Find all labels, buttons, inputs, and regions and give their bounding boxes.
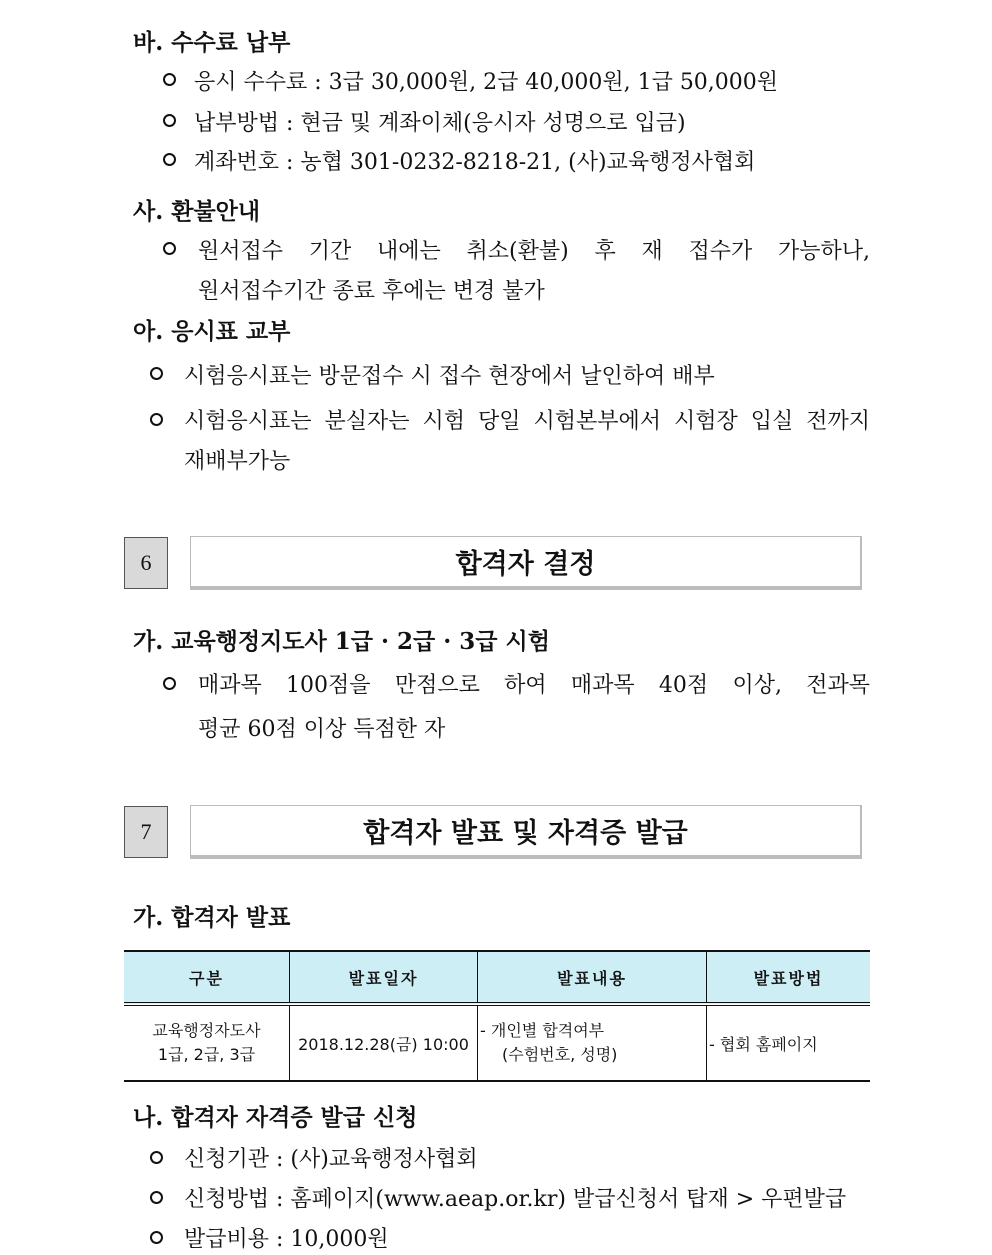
announcement-table — [124, 950, 870, 1082]
bullet-icon — [150, 367, 163, 380]
section-sa-heading: 사. 환불안내 — [133, 198, 261, 225]
section-a-heading: 아. 응시표 교부 — [133, 318, 291, 345]
category-line1: 교육행정자도사 — [152, 1021, 261, 1040]
table-cell-category — [124, 1004, 290, 1081]
table-header-method: 발표방법 — [707, 951, 871, 1004]
section-title-7: 합격자 발표 및 자격증 발급 — [363, 818, 688, 849]
table-row — [124, 1004, 870, 1081]
application-method-item: 신청방법 : 홈페이지(www.aeap.or.kr) 발급신청서 탑재 > 우편발급 — [184, 1187, 847, 1212]
content-line2: (수험번호, 성명) — [502, 1045, 618, 1064]
table-cell-method: - 협회 홈페이지 — [707, 1004, 871, 1081]
bullet-icon — [163, 242, 176, 255]
issuance-fee-item: 발급비용 : 10,000원 — [184, 1227, 389, 1252]
section6-sub-heading: 가. 교육행정지도사 1급 · 2급 · 3급 시험 — [133, 628, 550, 655]
bullet-icon — [150, 413, 163, 426]
issuing-agency-item: 신청기관 : (사)교육행정사협회 — [184, 1147, 478, 1172]
pass-criteria-line1: 매과목 100점을 만점으로 하여 매과목 40점 이상, 전과목 — [198, 673, 870, 698]
section-title-box-6 — [190, 536, 862, 590]
table-cell-date: 2018.12.28(금) 10:00 — [290, 1004, 478, 1081]
table-header-content: 발표내용 — [478, 951, 707, 1004]
admission-ticket-item2-line2: 재배부가능 — [184, 449, 291, 474]
bullet-icon — [150, 1231, 163, 1244]
section-number-7: 7 — [124, 806, 168, 858]
table-header-category: 구분 — [124, 951, 290, 1004]
bullet-icon — [163, 677, 176, 690]
section-title-6: 합격자 결정 — [455, 549, 596, 580]
bullet-icon — [150, 1151, 163, 1164]
payment-method-item: 납부방법 : 현금 및 계좌이체(응시자 성명으로 입금) — [194, 111, 686, 136]
fee-amount-item: 응시 수수료 : 3급 30,000원, 2급 40,000원, 1급 50,000원 — [194, 70, 779, 95]
section-title-box-7 — [190, 805, 862, 859]
refund-item-line2: 원서접수기간 종료 후에는 변경 불가 — [198, 279, 545, 304]
table-cell-content — [478, 1004, 707, 1081]
bullet-icon — [163, 114, 176, 127]
bullet-icon — [163, 153, 176, 166]
section-number-6: 6 — [124, 537, 168, 589]
account-number-item: 계좌번호 : 농협 301-0232-8218-21, (사)교육행정사협회 — [194, 150, 756, 175]
bullet-icon — [150, 1191, 163, 1204]
category-line2: 1급, 2급, 3급 — [157, 1045, 256, 1064]
table-header-row — [124, 951, 870, 1004]
bullet-icon — [163, 73, 176, 86]
admission-ticket-item2-line1: 시험응시표는 분실자는 시험 당일 시험본부에서 시험장 입실 전까지 — [184, 409, 870, 434]
content-line1: - 개인별 합격여부 — [480, 1021, 605, 1040]
section-ba-heading: 바. 수수료 납부 — [133, 29, 291, 56]
admission-ticket-item1: 시험응시표는 방문접수 시 접수 현장에서 날인하여 배부 — [184, 364, 715, 389]
pass-criteria-line2: 평균 60점 이상 득점한 자 — [198, 717, 446, 742]
section7-sub-b-heading: 나. 합격자 자격증 발급 신청 — [133, 1104, 418, 1131]
section7-sub-a-heading: 가. 합격자 발표 — [133, 904, 291, 931]
table-header-date: 발표일자 — [290, 951, 478, 1004]
refund-item-line1: 원서접수 기간 내에는 취소(환불) 후 재 접수가 가능하나, — [198, 239, 870, 264]
